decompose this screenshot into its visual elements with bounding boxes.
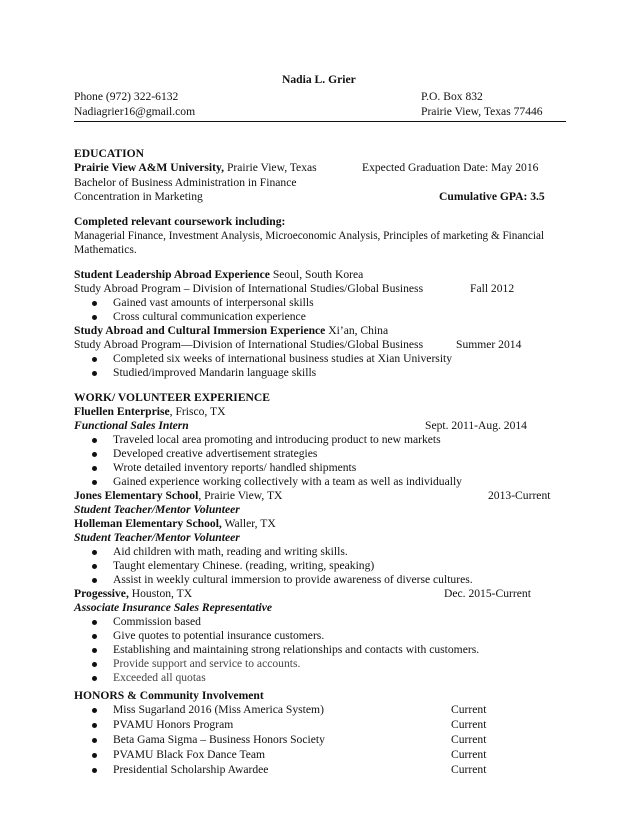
progressive-bullet: Give quotes to potential insurance customers. xyxy=(113,629,325,642)
bullet-icon xyxy=(92,620,97,625)
teaching-bullet: Aid children with math, reading and writing skills. xyxy=(113,545,348,558)
education-heading: EDUCATION xyxy=(74,147,144,160)
abroad-korea-program: Study Abroad Program – Division of International Studies/Global Business xyxy=(74,282,424,295)
work-heading: WORK/ VOLUNTEER EXPERIENCE xyxy=(74,391,271,404)
coursework-line-1: Managerial Finance, Investment Analysis, Microeconomic Analysis, Principles of marketing & Financial xyxy=(74,230,545,242)
bullet-icon xyxy=(92,753,97,758)
teaching-bullet: Assist in weekly cultural immersion to provide awareness of diverse cultures. xyxy=(113,573,473,586)
progressive-bullet: Provide support and service to accounts. xyxy=(113,657,301,670)
holleman-employer: Holleman Elementary School, xyxy=(74,517,222,530)
jones-employer-line xyxy=(74,489,282,503)
progressive-employer: Progessive, xyxy=(74,587,129,600)
honor-status: Current xyxy=(451,703,487,716)
holleman-role: Student Teacher/Mentor Volunteer xyxy=(74,531,240,544)
school-name: Prairie View A&M University, xyxy=(74,161,225,174)
honor-item: Presidential Scholarship Awardee xyxy=(113,763,269,776)
bullet-icon xyxy=(92,371,97,376)
honor-status: Current xyxy=(451,733,487,746)
jones-location: , Prairie View, TX xyxy=(198,489,283,502)
bullet-icon xyxy=(92,315,97,320)
progressive-employer-line xyxy=(74,587,192,601)
bullet-icon xyxy=(92,466,97,471)
jones-role: Student Teacher/Mentor Volunteer xyxy=(74,503,240,516)
abroad-korea-bullet: Gained vast amounts of interpersonal skills xyxy=(113,296,314,309)
abroad-china-program: Study Abroad Program—Division of International Studies/Global Business xyxy=(74,338,424,351)
phone-number: Phone (972) 322-6132 xyxy=(74,90,179,103)
bullet-icon xyxy=(92,768,97,773)
abroad-korea-title: Student Leadership Abroad Experience xyxy=(74,268,270,281)
abroad-china-bullet: Completed six weeks of international business studies at Xian University xyxy=(113,352,453,365)
email-address: Nadiagrier16@gmail.com xyxy=(74,105,196,118)
honor-status: Current xyxy=(451,718,487,731)
bullet-icon xyxy=(92,723,97,728)
progressive-role: Associate Insurance Sales Representative xyxy=(74,601,273,614)
city-state-zip: Prairie View, Texas 77446 xyxy=(421,105,543,118)
progressive-bullet: Commission based xyxy=(113,615,201,628)
bullet-icon xyxy=(92,662,97,667)
bullet-icon xyxy=(92,676,97,681)
bullet-icon xyxy=(92,301,97,306)
fluellen-employer-line xyxy=(74,405,225,419)
bullet-icon xyxy=(92,550,97,555)
fluellen-role: Functional Sales Intern xyxy=(74,419,189,432)
coursework-heading: Completed relevant coursework including: xyxy=(74,215,286,228)
honor-item: Miss Sugarland 2016 (Miss America System) xyxy=(113,703,324,716)
honor-status: Current xyxy=(451,748,487,761)
bullet-icon xyxy=(92,357,97,362)
abroad-china-title: Study Abroad and Cultural Immersion Experience xyxy=(74,324,326,337)
abroad-china-bullet: Studied/improved Mandarin language skills xyxy=(113,366,317,379)
abroad-china-title-line xyxy=(74,324,388,338)
progressive-bullet: Establishing and maintaining strong relationships and contacts with customers. xyxy=(113,643,480,656)
progressive-location: Houston, TX xyxy=(128,587,193,600)
graduation-date: Expected Graduation Date: May 2016 xyxy=(362,161,539,174)
fluellen-bullet: Developed creative advertisement strategies xyxy=(113,447,318,460)
cumulative-gpa: Cumulative GPA: 3.5 xyxy=(439,190,545,203)
bullet-icon xyxy=(92,634,97,639)
bullet-icon xyxy=(92,438,97,443)
holleman-employer-line xyxy=(74,517,276,531)
header-divider xyxy=(74,121,566,122)
abroad-korea-title-line xyxy=(74,268,363,282)
bullet-icon xyxy=(92,578,97,583)
school-line xyxy=(74,161,317,175)
po-box: P.O. Box 832 xyxy=(421,90,483,103)
honor-item: Beta Gama Sigma – Business Honors Society xyxy=(113,733,325,746)
honor-status: Current xyxy=(451,763,487,776)
abroad-korea-bullet: Cross cultural communication experience xyxy=(113,310,306,323)
fluellen-bullet: Gained experience working collectively with a team as well as individually xyxy=(113,475,462,488)
fluellen-location: , Frisco, TX xyxy=(169,405,226,418)
abroad-korea-location: Seoul, South Korea xyxy=(269,268,364,281)
abroad-china-location: Xi’an, China xyxy=(325,324,389,337)
concentration: Concentration in Marketing xyxy=(74,190,203,203)
honor-item: PVAMU Honors Program xyxy=(113,718,234,731)
jones-employer: Jones Elementary School xyxy=(74,489,199,502)
honors-heading: HONORS & Community Involvement xyxy=(74,689,264,702)
fluellen-date: Sept. 2011-Aug. 2014 xyxy=(425,419,527,432)
bullet-icon xyxy=(92,648,97,653)
school-location: Prairie View, Texas xyxy=(224,161,317,174)
degree: Bachelor of Business Administration in Finance xyxy=(74,176,297,189)
jones-date: 2013-Current xyxy=(488,489,551,502)
honor-item: PVAMU Black Fox Dance Team xyxy=(113,748,266,761)
bullet-icon xyxy=(92,708,97,713)
coursework-line-2: Mathematics. xyxy=(74,243,137,256)
bullet-icon xyxy=(92,452,97,457)
fluellen-bullet: Wrote detailed inventory reports/ handled shipments xyxy=(113,461,357,474)
teaching-bullet: Taught elementary Chinese. (reading, writing, speaking) xyxy=(113,559,375,572)
abroad-korea-date: Fall 2012 xyxy=(470,282,515,295)
holleman-location: Waller, TX xyxy=(221,517,276,530)
bullet-icon xyxy=(92,564,97,569)
fluellen-bullet: Traveled local area promoting and introducing product to new markets xyxy=(113,433,441,446)
bullet-icon xyxy=(92,738,97,743)
bullet-icon xyxy=(92,480,97,485)
fluellen-employer: Fluellen Enterprise xyxy=(74,405,170,418)
progressive-bullet: Exceeded all quotas xyxy=(113,671,206,684)
abroad-china-date: Summer 2014 xyxy=(456,338,522,351)
candidate-name: Nadia L. Grier xyxy=(282,73,356,86)
progressive-date: Dec. 2015-Current xyxy=(444,587,531,600)
